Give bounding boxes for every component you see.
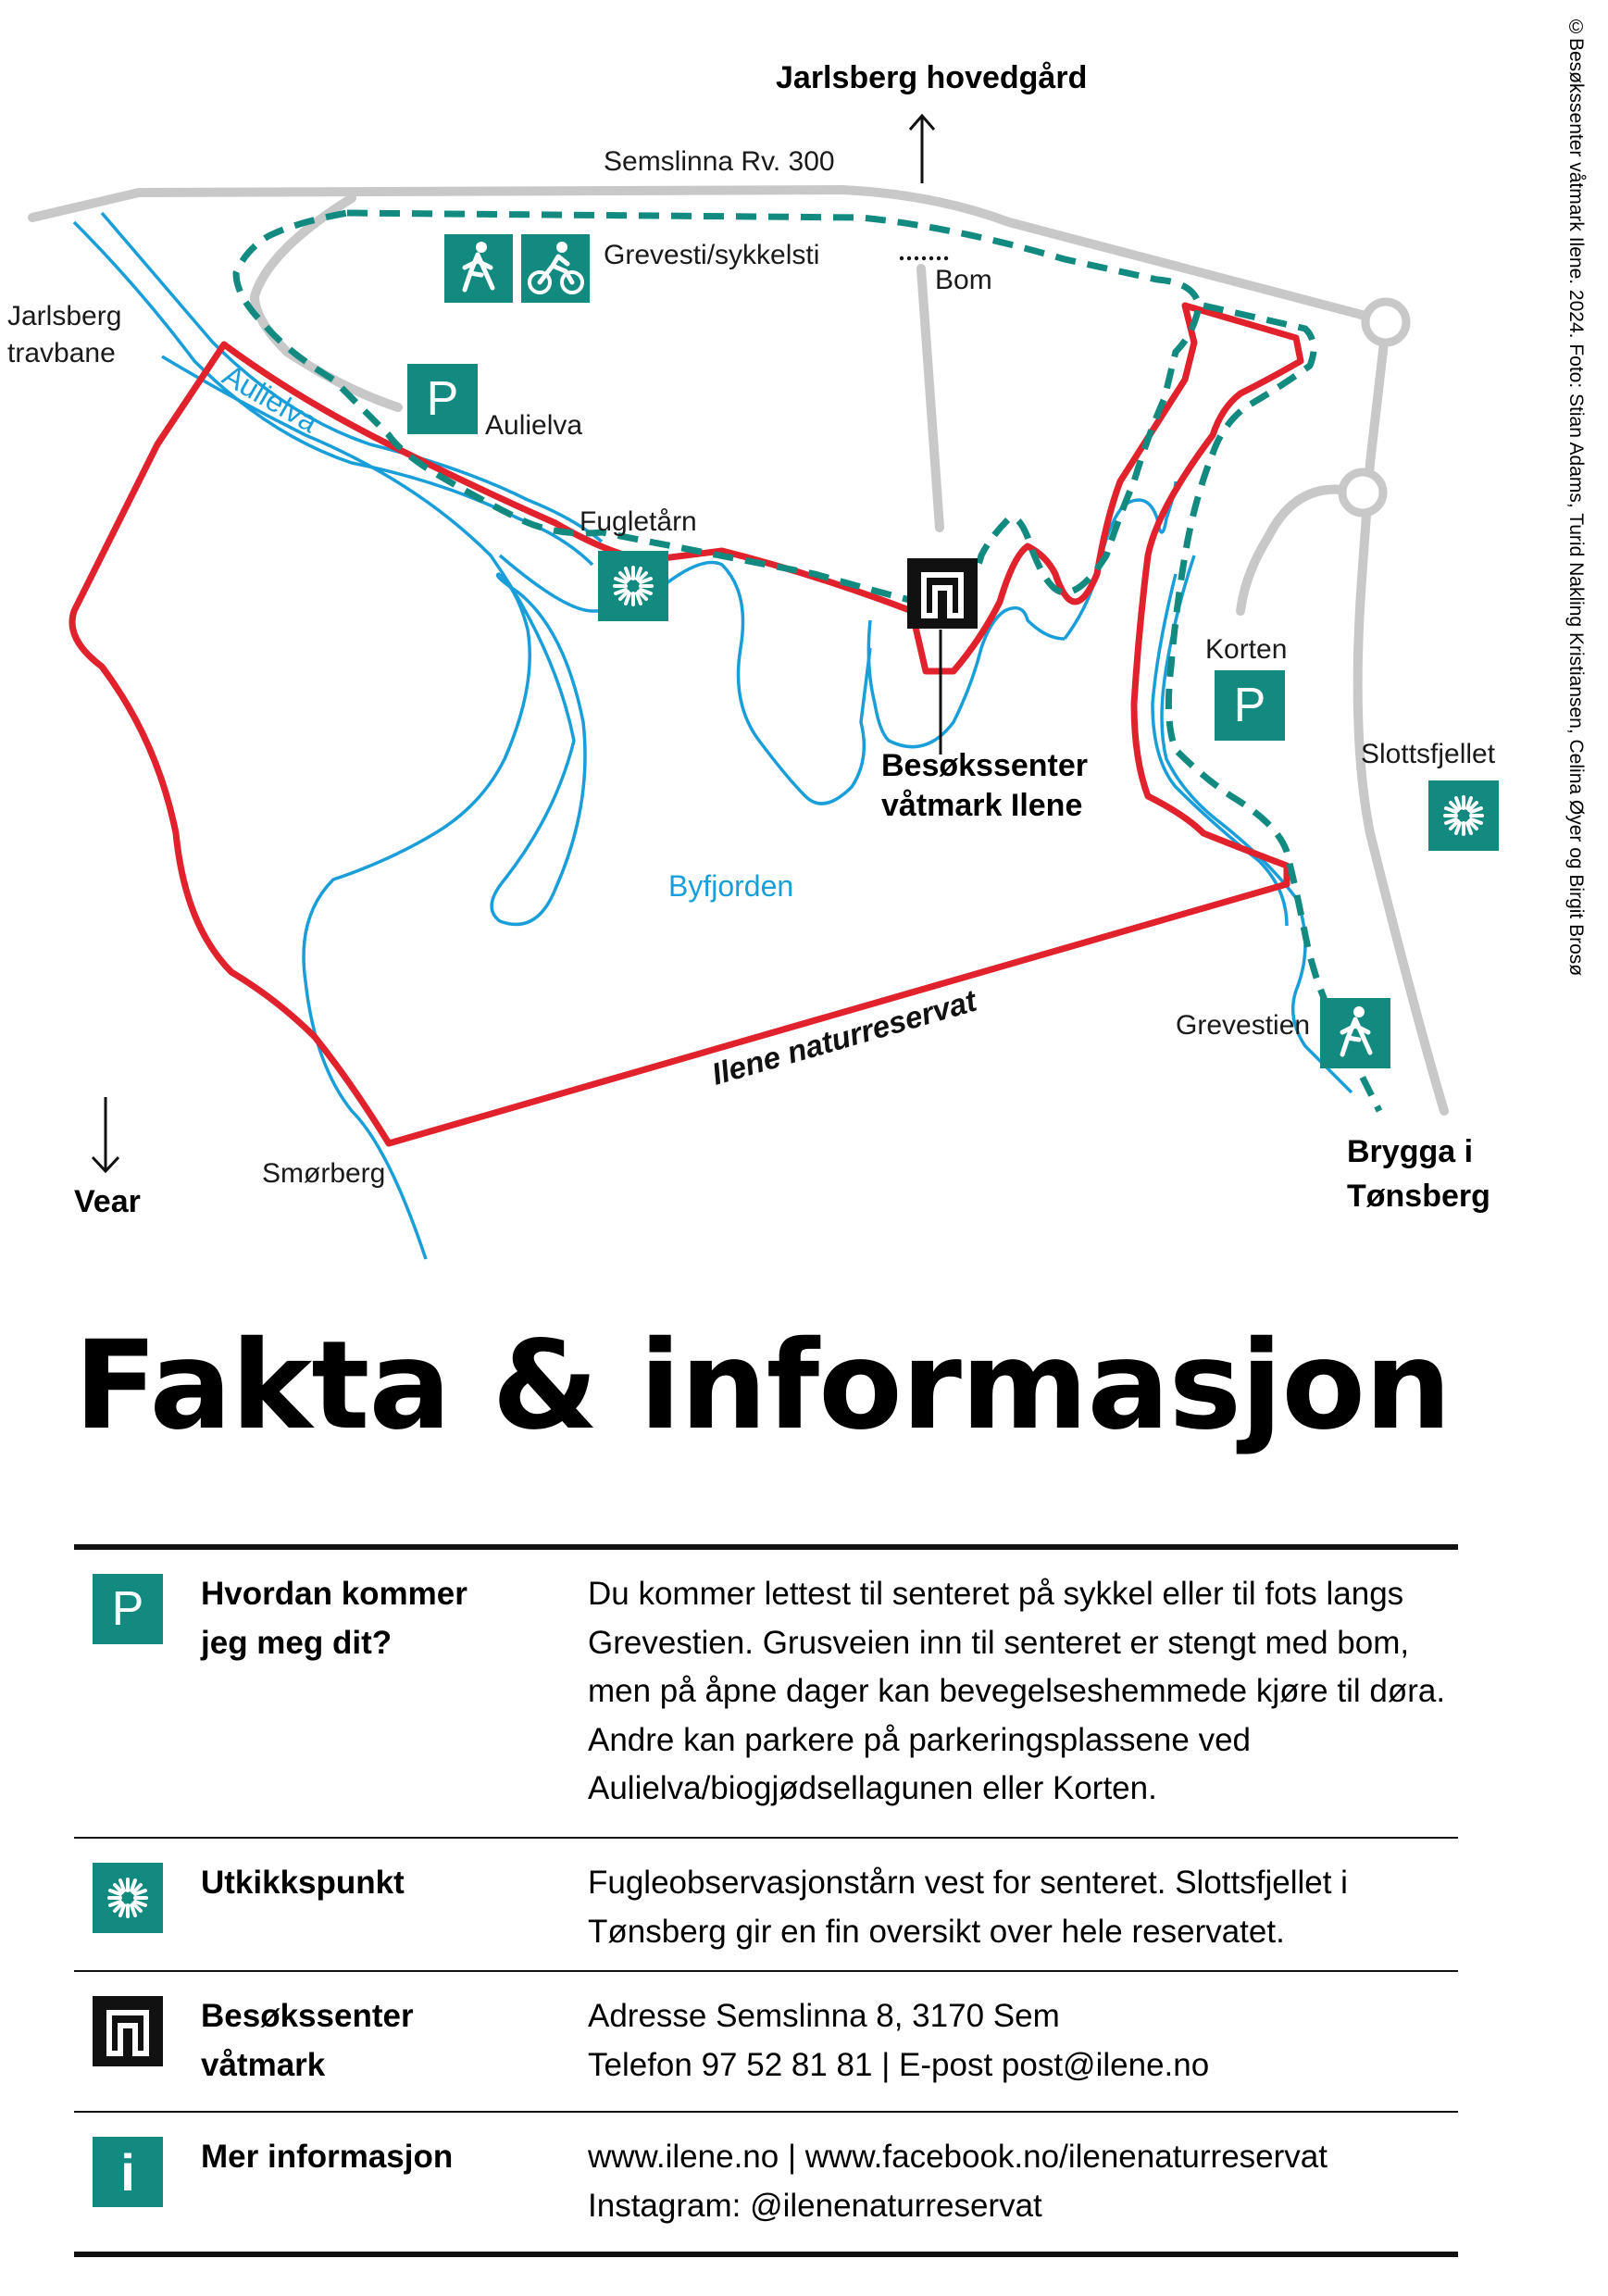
label-brygga-1: Brygga i	[1347, 1134, 1474, 1169]
arrow-down-icon	[93, 1097, 118, 1171]
label-slottsfjellet: Slottsfjellet	[1361, 739, 1496, 769]
svg-text:P: P	[1233, 679, 1266, 732]
info-icon: i	[93, 2137, 163, 2207]
label-vear: Vear	[74, 1184, 141, 1219]
label-korten: Korten	[1205, 634, 1288, 665]
instagram-link[interactable]: Instagram: @ilenenaturreservat	[588, 2187, 1042, 2224]
label-jarlsberg-travbane-1: Jarlsberg	[7, 301, 122, 331]
info-row-viewpoint	[74, 1837, 1458, 1970]
photo-credit: ©Besøkssenter våtmark Ilene. 2024. Foto: Stian Adams, Turid Nakling Kristiansen, Celina Øyer og Birgit Brosø	[1565, 17, 1587, 977]
parking-icon: P	[93, 1574, 163, 1644]
label-smorberg: Smørberg	[262, 1158, 386, 1189]
visitor-center-icon	[93, 1996, 163, 2066]
hiker-icon-grevestien	[1320, 998, 1390, 1068]
info-table	[74, 1544, 1458, 2261]
info-heading: Hvordan kommer jeg meg dit?	[201, 1576, 467, 1661]
label-aulielva-parking: Aulielva	[485, 410, 583, 441]
gate-bom-marker	[900, 256, 948, 260]
label-semslinna: Semslinna Rv. 300	[604, 146, 835, 177]
parking-letter: P	[426, 372, 459, 426]
info-row-more-info	[74, 2111, 1458, 2261]
shoreline-center	[868, 608, 1065, 747]
viewpoint-icon	[93, 1863, 163, 1933]
address-line: Adresse Semslinna 8, 3170 Sem	[588, 1998, 1060, 2034]
info-row-visitor-center	[74, 1970, 1458, 2111]
info-heading: Mer informasjon	[201, 2139, 454, 2175]
info-text: Du kommer lettest til senteret på sykkel eller til fots langs Grevestien. Grusveien inn til senteret er stengt med bom, men på åpne dager kan bevegelseshemmede kjøre til døra. Andre kan parkere på parkeringsplassene ved Aulielva/biogjødsellagunen eller Korten.	[588, 1576, 1446, 1806]
bottom-rule	[74, 2252, 1458, 2257]
info-text	[588, 1992, 1463, 2090]
label-fugletarn: Fugletårn	[580, 506, 697, 537]
label-jarlsberg-travbane-2: travbane	[7, 338, 116, 368]
label-besokssenter-2: våtmark Ilene	[881, 788, 1083, 823]
viewpoint-icon-fugletarn	[598, 551, 668, 621]
page-title: Fakta & informasjon	[74, 1315, 1452, 1457]
viewpoint-icon-slottsfjellet	[1428, 780, 1499, 851]
label-byfjorden: Byfjorden	[668, 869, 794, 903]
label-bom: Bom	[935, 265, 992, 295]
roundabout-north	[1365, 302, 1406, 343]
info-text	[588, 2133, 1463, 2230]
ilene-naturreservat-label: Ilene naturreservat	[707, 982, 980, 1092]
contact-line: Telefon 97 52 81 81 | E-post post@ilene.no	[588, 2046, 1210, 2083]
road-to-center	[921, 268, 940, 528]
info-text: Fugleobservasjonstårn vest for senteret. Slottsfjellet i Tønsberg gir en fin oversikt over hele reservatet.	[588, 1865, 1348, 1950]
cyclist-icon	[521, 234, 590, 303]
road-east-vertical	[1358, 343, 1444, 1111]
parking-icon-korten	[1215, 670, 1285, 741]
label-grevestien: Grevestien	[1176, 1010, 1311, 1041]
web-links[interactable]: www.ilene.no | www.facebook.no/ilenenaturreservat	[588, 2139, 1328, 2175]
hiker-icon	[444, 234, 513, 303]
label-grevesti-sykkelsti: Grevesti/sykkelsti	[604, 240, 820, 270]
label-besokssenter-1: Besøkssenter	[881, 748, 1089, 783]
info-heading: Utkikkspunkt	[201, 1865, 405, 1901]
info-heading: Besøkssenter våtmark	[201, 1998, 414, 2083]
info-row-directions	[74, 1544, 1458, 1837]
label-jarlsberg-hovedgard: Jarlsberg hovedgård	[776, 60, 1088, 95]
road-korten-access	[1240, 490, 1350, 611]
arrow-up-icon	[910, 116, 934, 183]
visitor-center-icon-map	[907, 558, 978, 629]
reserve-boundary	[72, 306, 1301, 1143]
parking-icon-aulielva	[407, 364, 478, 434]
shoreline-east-channel	[1065, 481, 1176, 639]
roundabout-east	[1342, 472, 1383, 513]
aulielva-river-label: Aulielva	[217, 357, 324, 440]
label-brygga-2: Tønsberg	[1347, 1179, 1490, 1214]
